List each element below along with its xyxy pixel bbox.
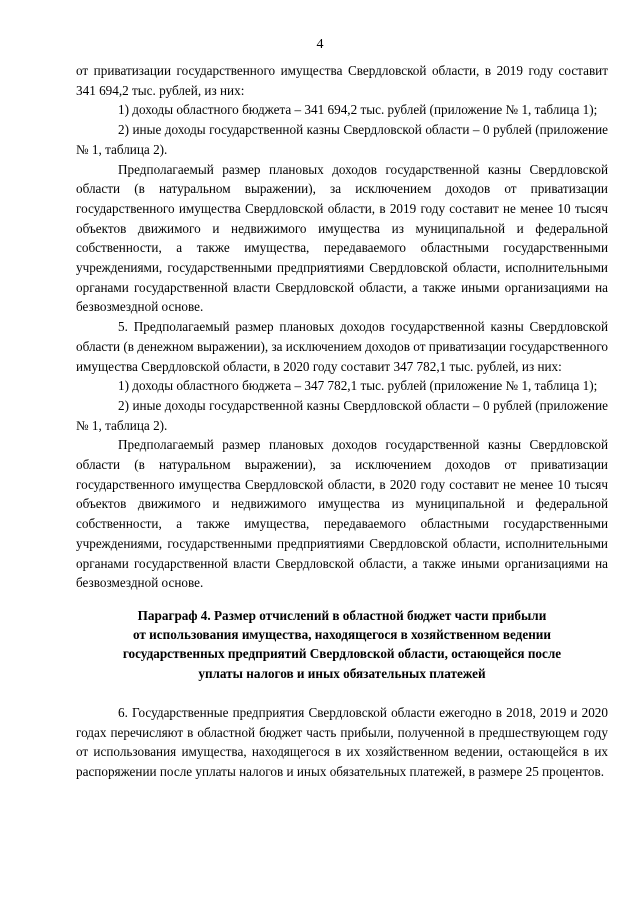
list-item-budget-2019: 1) доходы областного бюджета – 341 694,2 тыс. рублей (приложение № 1, таблица 1); — [118, 102, 598, 118]
paragraph-natural-2019: Предполагаемый размер плановых доходов государственной казны Свердловской области (в натуральном выражении), за исключением доходов от приватизации государственного имущества Свердловской области, в 2019 году составит не менее 10 тысяч объектов движимого и недвижимого имущества из муниципальной и федеральной собственности, а также имущества, передаваемого областными государственными учреждениями, государственными предприятиями Свердловской области, исполнительными органами государственной власти Свердловской области, а также иными организациями на безвозмездной основе. — [76, 161, 608, 315]
paragraph-item-6: 6. Государственные предприятия Свердловской области ежегодно в 2018, 2019 и 2020 годах перечисляют в областной бюджет часть прибыли, полученной в предшествующем году от использования имущества, находящегося в их хозяйственном ведении, остающейся в их распоряжении после уплаты налогов и иных обязательных платежей, в размере 25 процентов. — [76, 704, 608, 779]
heading-line: уплаты налогов и иных обязательных платежей — [198, 665, 486, 681]
heading-line: от использования имущества, находящегося в хозяйственном ведении — [132, 627, 552, 643]
heading-line: Параграф 4. Размер отчислений в областной бюджет части прибыли — [137, 607, 547, 623]
document-body — [76, 61, 608, 782]
page-number: 4 — [316, 37, 324, 52]
heading-line: государственных предприятий Свердловской области, остающейся после — [122, 646, 562, 662]
list-item-treasury-2019: 2) иные доходы государственной казны Свердловской области – 0 рублей (приложение № 1, таблица 2). — [76, 122, 608, 157]
list-item-budget-2020: 1) доходы областного бюджета – 347 782,1 тыс. рублей (приложение № 1, таблица 1); — [118, 378, 598, 394]
paragraph-item-5: 5. Предполагаемый размер плановых доходов государственной казны Свердловской области (в денежном выражении), за исключением доходов от приватизации государственного имущества Свердловской области, в 2020 году составит 347 782,1 тыс. рублей, из них: — [76, 319, 608, 374]
paragraph-natural-2020: Предполагаемый размер плановых доходов государственной казны Свердловской области (в натуральном выражении), за исключением доходов от приватизации государственного имущества Свердловской области, в 2020 году составит не менее 10 тысяч объектов движимого и недвижимого имущества из муниципальной и федеральной собственности, а также имущества, передаваемого областными государственными учреждениями, государственными предприятиями Свердловской области, исполнительными органами государственной власти Свердловской области, а также иными организациями на безвозмездной основе. — [76, 437, 608, 591]
list-item-treasury-2020: 2) иные доходы государственной казны Свердловской области – 0 рублей (приложение № 1, таблица 2). — [76, 397, 608, 433]
section-heading — [76, 606, 608, 683]
paragraph-continuation: от приватизации государственного имущества Свердловской области, в 2019 году составит 341 694,2 тыс. рублей, из них: — [76, 63, 608, 98]
